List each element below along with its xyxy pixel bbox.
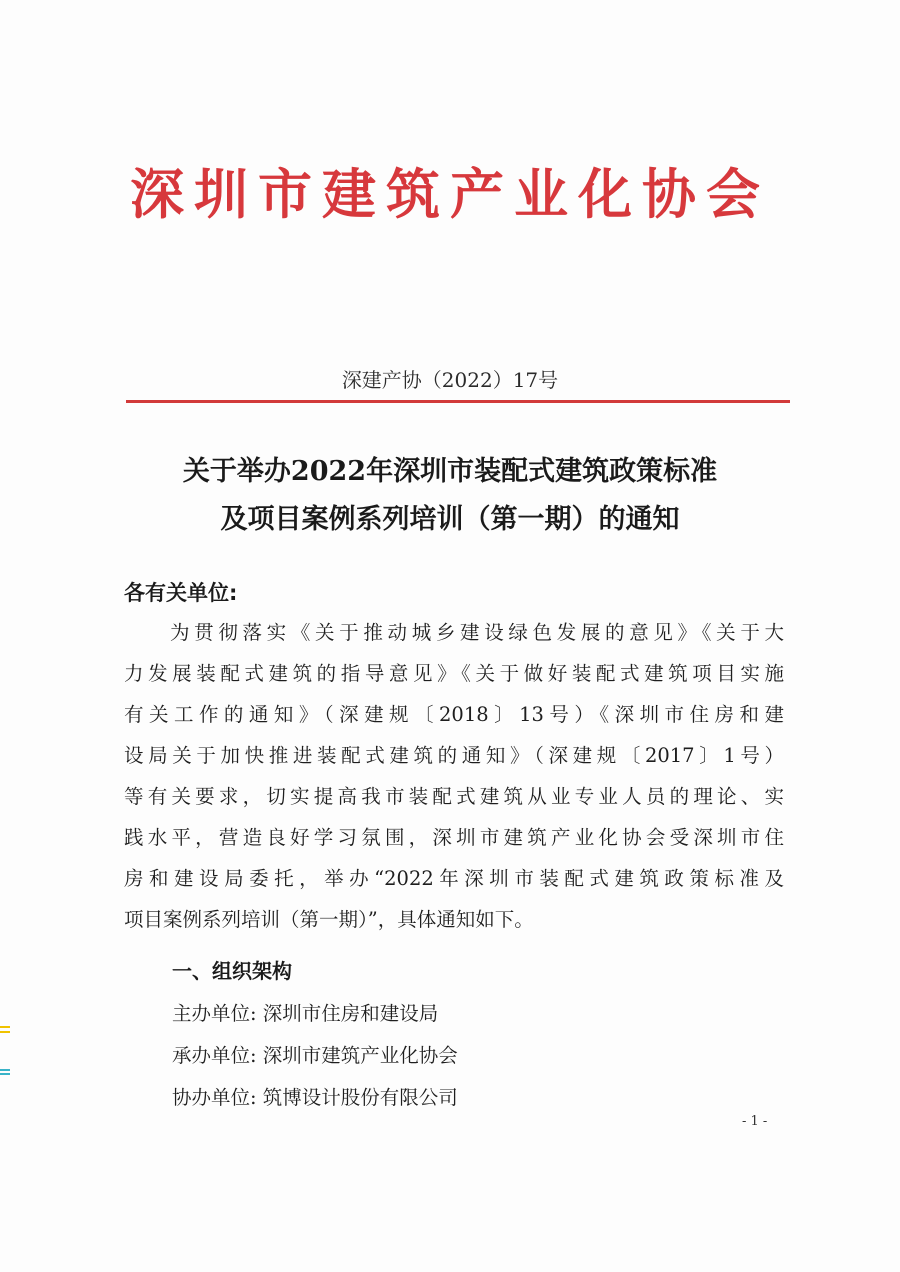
document-number: 深建产协（2022）17号: [341, 368, 559, 392]
co-organizer-row: [172, 1077, 458, 1119]
salutation: 各有关单位:: [124, 581, 238, 605]
body-line: 为贯彻落实《关于推动城乡建设绿色发展的意见》《关于大: [170, 621, 784, 644]
body-line: 力发展装配式建筑的指导意见》《关于做好装配式建筑项目实施: [124, 662, 784, 685]
scan-artifact: [0, 1073, 10, 1075]
organizer-row: [172, 993, 458, 1035]
scan-artifact: [0, 1069, 10, 1071]
body-line: 等有关要求，切实提高我市装配式建筑从业专业人员的理论、实: [124, 785, 784, 808]
red-divider-line: [126, 400, 790, 403]
letterhead-title: 深圳市建筑产业化协会: [130, 163, 770, 226]
body-line: 项目案例系列培训（第一期）”，具体通知如下。: [124, 908, 534, 931]
undertaker-row: [172, 1035, 458, 1077]
co-organizer-label: 协办单位:: [172, 1086, 257, 1109]
co-organizer-value: 筑博设计股份有限公司: [262, 1086, 458, 1109]
organizer-value: 深圳市住房和建设局: [262, 1002, 439, 1025]
document-title-line-1: 关于举办2022年深圳市装配式建筑政策标准: [182, 456, 718, 487]
body-line: 房和建设局委托，举办“2022年深圳市装配式建筑政策标准及: [124, 867, 784, 890]
organization-list: [172, 993, 458, 1119]
document-title-line-2: 及项目案例系列培训（第一期）的通知: [220, 504, 680, 535]
body-line: 践水平，营造良好学习氛围，深圳市建筑产业化协会受深圳市住: [124, 826, 784, 849]
undertaker-label: 承办单位:: [172, 1044, 257, 1067]
scan-artifact: [0, 1031, 10, 1033]
organizer-label: 主办单位:: [172, 1002, 257, 1025]
section-heading-organization: 一、组织架构: [172, 959, 292, 983]
document-title: [100, 448, 800, 544]
body-line: 设局关于加快推进装配式建筑的通知》（深建规〔2017〕1号）: [124, 744, 784, 767]
undertaker-value: 深圳市建筑产业化协会: [262, 1044, 458, 1067]
page-number: - 1 -: [742, 1114, 768, 1129]
scan-artifact: [0, 1026, 10, 1028]
body-paragraph: [124, 612, 784, 940]
body-line: 有关工作的通知》（深建规〔2018〕13号）《深圳市住房和建: [124, 703, 784, 726]
